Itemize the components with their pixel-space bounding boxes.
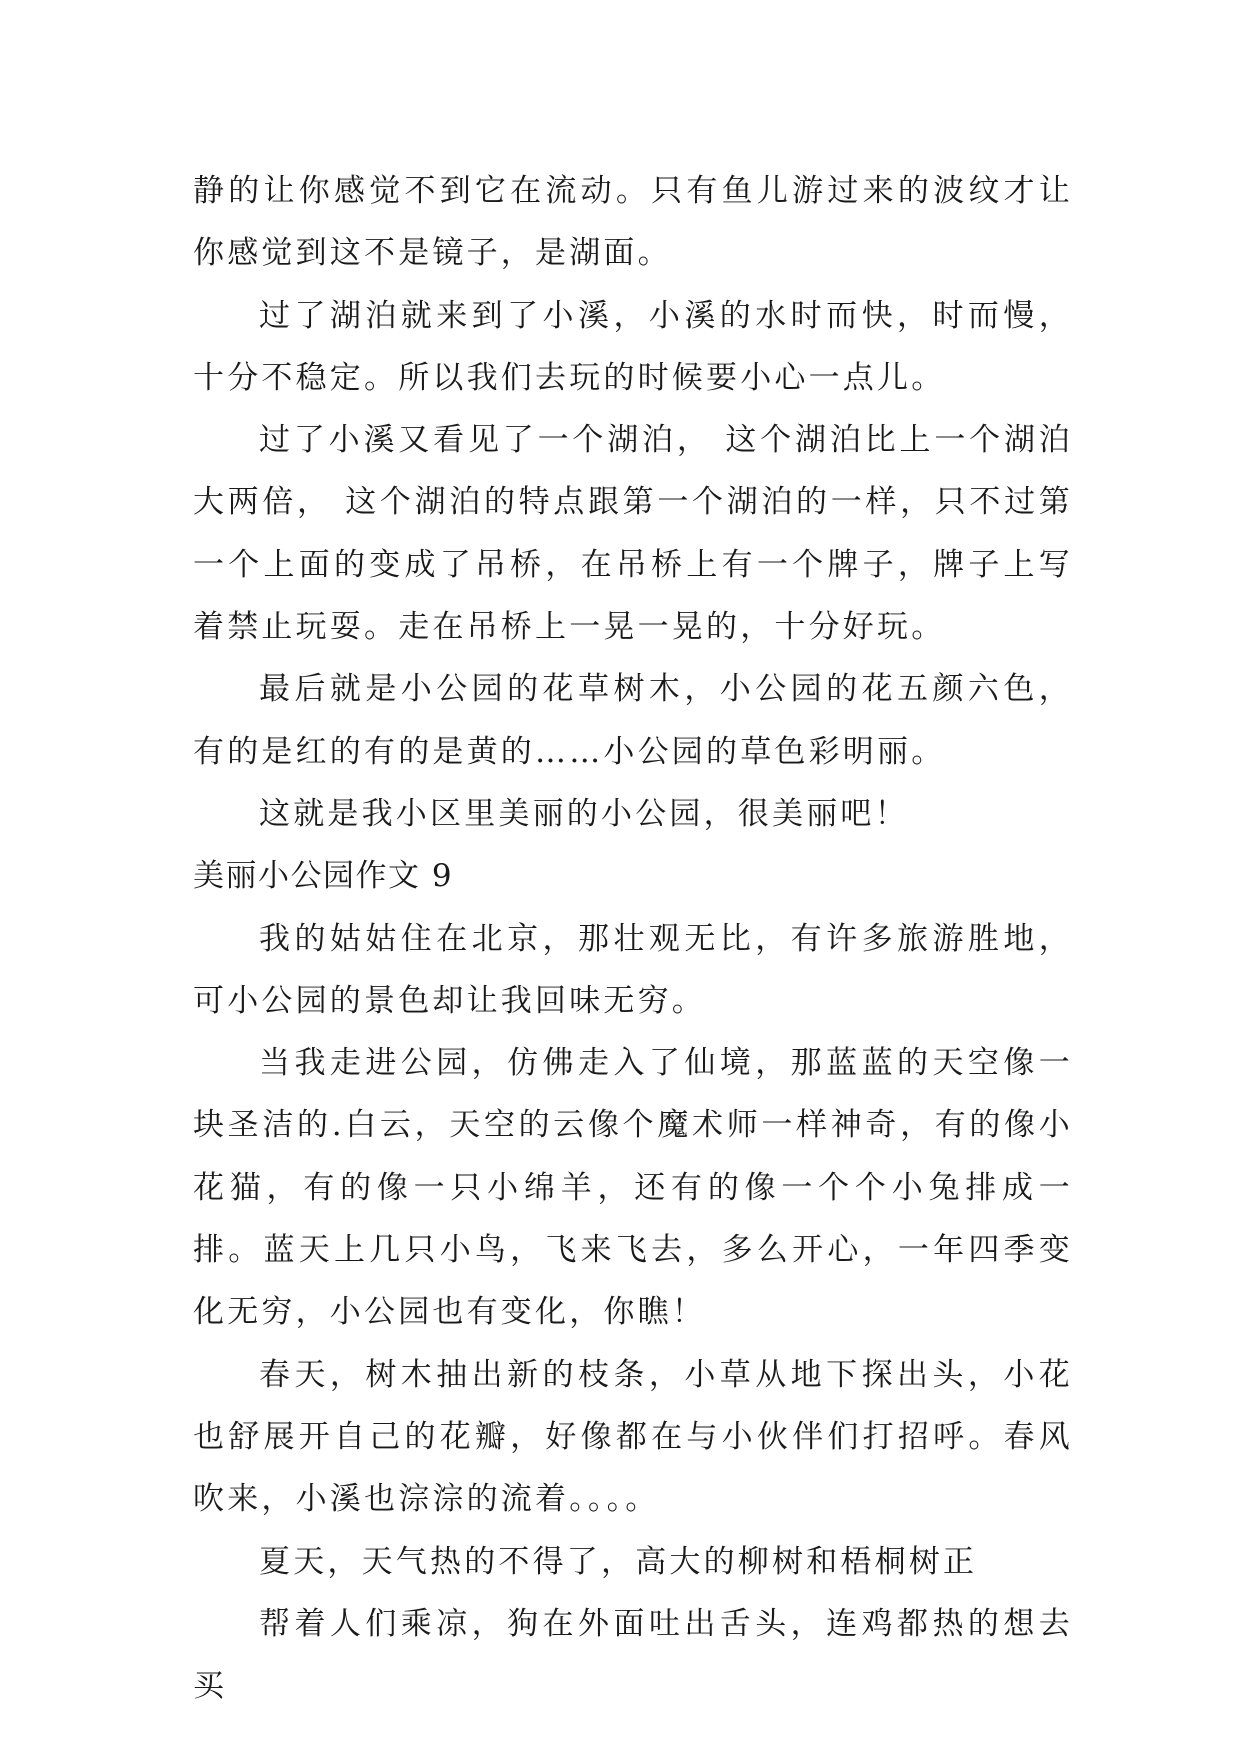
paragraph: 过了小溪又看见了一个湖泊， 这个湖泊比上一个湖泊大两倍， 这个湖泊的特点跟第一个湖泊的一样，只不过第一个上面的变成了吊桥，在吊桥上有一个牌子，牌子上写着禁止玩耍。走在吊桥上一晃一晃的，十分好玩。 xyxy=(193,422,1073,646)
paragraph: 当我走进公园，仿佛走入了仙境，那蓝蓝的天空像一块圣洁的.白云，天空的云像个魔术师一样神奇，有的像小花猫，有的像一只小绵羊，还有的像一个个小兔排成一排。蓝天上几只小鸟，飞来飞去，多么开心，一年四季变化无穷，小公园也有变化，你瞧！ xyxy=(193,1045,1073,1331)
paragraph: 最后就是小公园的花草树木，小公园的花五颜六色，有的是红的有的是黄的……小公园的草色彩明丽。 xyxy=(193,671,1073,770)
document-body xyxy=(193,160,1073,1717)
paragraph: 我的姑姑住在北京，那壮观无比，有许多旅游胜地，可小公园的景色却让我回味无穷。 xyxy=(193,920,1073,1019)
paragraph: 夏天，天气热的不得了，高大的柳树和梧桐树正 xyxy=(259,1543,978,1580)
section-heading: 美丽小公园作文 9 xyxy=(193,858,454,895)
paragraph: 过了湖泊就来到了小溪，小溪的水时而快，时而慢，十分不稳定。所以我们去玩的时候要小心一点儿。 xyxy=(193,297,1073,396)
paragraph: 春天，树木抽出新的枝条，小草从地下探出头，小花也舒展开自己的花瓣，好像都在与小伙伴们打招呼。春风吹来，小溪也淙淙的流着。。。。 xyxy=(193,1356,1073,1518)
paragraph: 帮着人们乘凉，狗在外面吐出舌头，连鸡都热的想去买 xyxy=(193,1605,1073,1705)
paragraph: 静的让你感觉不到它在流动。只有鱼儿游过来的波纹才让你感觉到这不是镜子，是湖面。 xyxy=(193,173,1073,272)
paragraph: 这就是我小区里美丽的小公园，很美丽吧！ xyxy=(259,795,909,832)
